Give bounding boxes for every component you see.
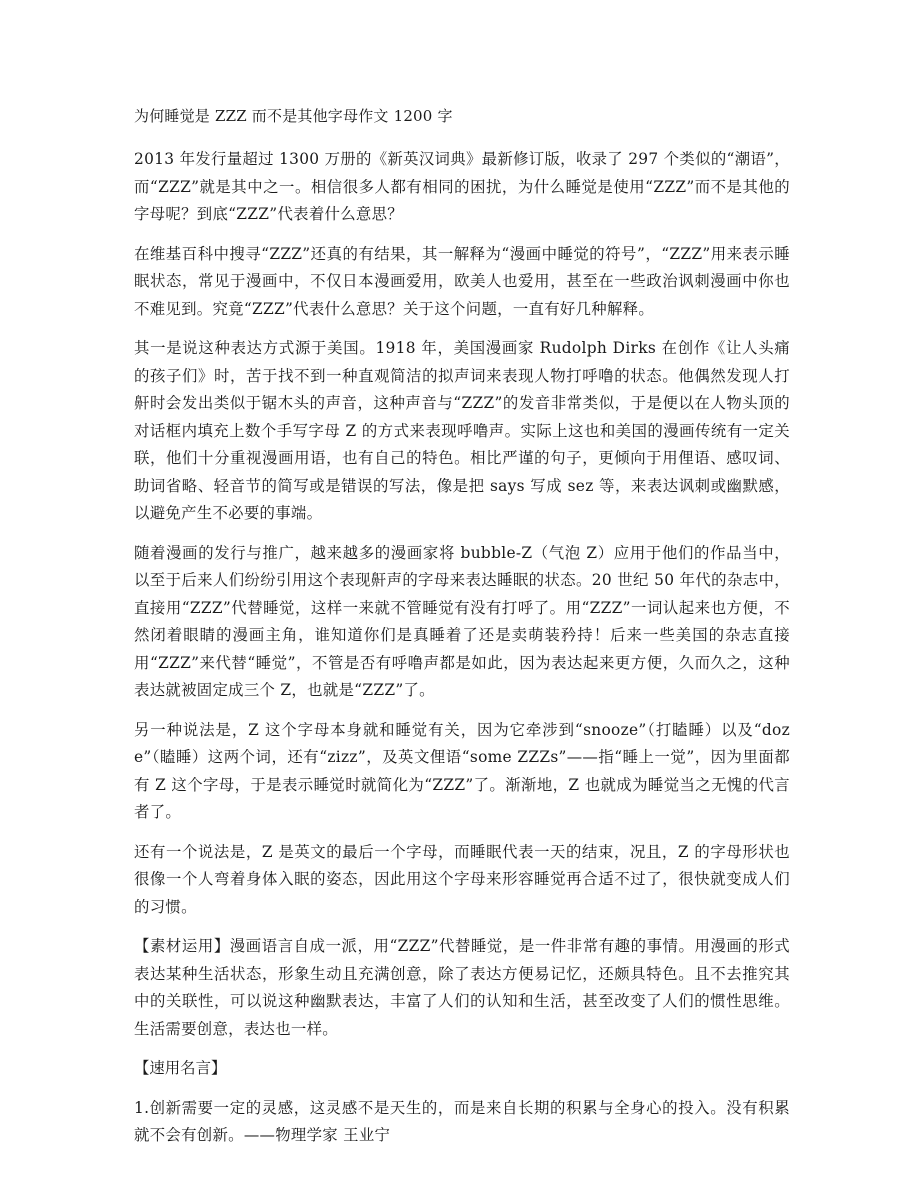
paragraph-last-letter: 还有一个说法是，Z 是英文的最后一个字母，而睡眠代表一天的结束，况且，Z 的字母形状也很像一个人弯着身体入眠的姿态，因此用这个字母来形容睡觉再合适不过了，很快就变成人们的习惯。 xyxy=(134,842,790,916)
paragraph-comic-spread: 随着漫画的发行与推广，越来越多的漫画家将 bubble-Z（气泡 Z）应用于他们的作品当中，以至于后来人们纷纷引用这个表现鼾声的字母来表达睡眠的状态。20 世纪 50 年代的杂志中，直接用“ZZZ”代替睡觉，这样一来就不管睡觉有没有打呼了。用“ZZZ”一词认起来也方便，不然闭着眼睛的漫画主角，谁知道你们是真睡着了还是卖萌装矜持！后来一些美国的杂志直接用“ZZZ”来代替“睡觉”，不管是否有呼噜声都是如此，因为表达起来更方便，久而久之，这种表达就被固定成三个 Z，也就是“ZZZ”了。 xyxy=(134,543,790,699)
quote-item: 1.创新需要一定的灵感，这灵感不是天生的，而是来自长期的积累与全身心的投入。没有积累就不会有创新。——物理学家 王业宁 xyxy=(134,1098,790,1144)
section-heading-quotes: 【速用名言】 xyxy=(134,1059,227,1077)
paragraph-wikipedia: 在维基百科中搜寻“ZZZ”还真的有结果，其一解释为“漫画中睡觉的符号”，“ZZZ”用来表示睡眠状态，常见于漫画中，不仅日本漫画爱用，欧美人也爱用，甚至在一些政治讽刺漫画中你也不难见到。究竟“ZZZ”代表什么意思？关于这个问题，一直有好几种解释。 xyxy=(134,244,790,318)
document-page xyxy=(134,106,790,1162)
document-title: 为何睡觉是 ZZZ 而不是其他字母作文 1200 字 xyxy=(134,107,453,125)
paragraph-intro: 2013 年发行量超过 1300 万册的《新英汉词典》最新修订版，收录了 297 个类似的“潮语”，而“ZZZ”就是其中之一。相信很多人都有相同的困扰，为什么睡觉是使用“ZZZ”而不是其他的字母呢？到底“ZZZ”代表着什么意思？ xyxy=(134,150,790,223)
paragraph-material-usage: 【素材运用】漫画语言自成一派，用“ZZZ”代替睡觉，是一件非常有趣的事情。用漫画的形式表达某种生活状态，形象生动且充满创意，除了表达方便易记忆，还颇具特色。且不去推究其中的关联性，可以说这种幽默表达，丰富了人们的认知和生活，甚至改变了人们的惯性思维。生活需要创意，表达也一样。 xyxy=(134,937,790,1038)
paragraph-origin-america: 其一是说这种表达方式源于美国。1918 年，美国漫画家 Rudolph Dirks 在创作《让人头痛的孩子们》时，苦于找不到一种直观简洁的拟声词来表现人物打呼噜的状态。他偶然发现人打鼾时会发出类似于锯木头的声音，这种声音与“ZZZ”的发音非常类似，于是便以在人物头顶的对话框内填充上数个手写字母 Z 的方式来表现呼噜声。实际上这也和美国的漫画传统有一定关联，他们十分重视漫画用语，也有自己的特色。相比严谨的句子，更倾向于用俚语、感叹词、助词省略、轻音节的简写或是错误的写法，像是把 says 写成 sez 等，来表达讽刺或幽默感，以避免产生不必要的事端。 xyxy=(134,339,790,522)
paragraph-letter-z-words: 另一种说法是，Z 这个字母本身就和睡觉有关，因为它牵涉到“snooze”（打瞌睡）以及“doze”（瞌睡）这两个词，还有“zizz”，及英文俚语“some ZZZs”——指“睡上一觉”，因为里面都有 Z 这个字母，于是表示睡觉时就简化为“ZZZ”了。渐渐地，Z 也就成为睡觉当之无愧的代言者了。 xyxy=(134,720,790,821)
